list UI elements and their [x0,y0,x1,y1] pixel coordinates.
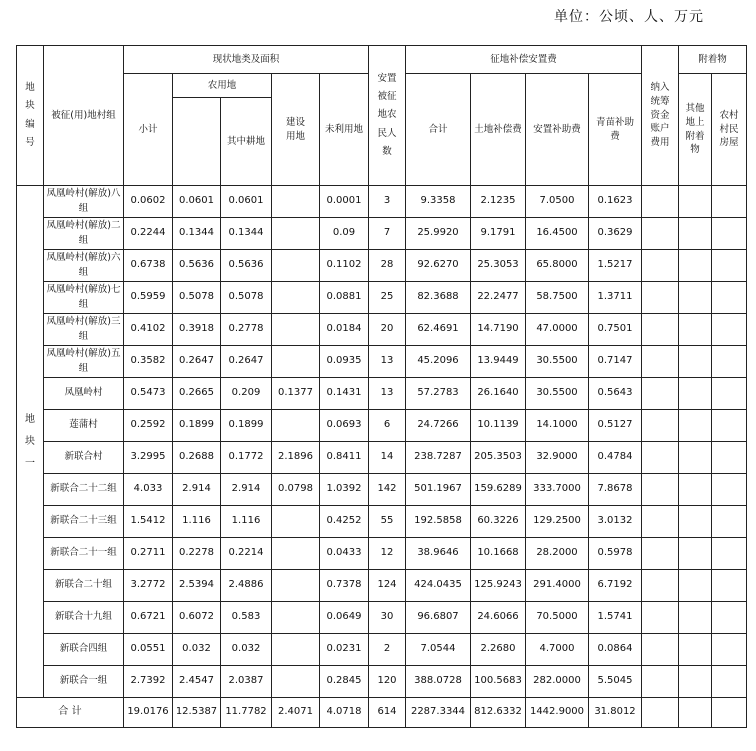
table-row [17,346,747,378]
cell-unused: 0.0231 [320,634,369,666]
cell-subtotal: 0.3582 [124,346,173,378]
cell-land: 2.2680 [471,634,526,666]
cell-construction [272,186,320,218]
header-subtotal: 小计 [124,74,173,186]
cell-people: 25 [369,282,406,314]
cell-land: 2.1235 [471,186,526,218]
table-row [17,218,747,250]
cell-farm: 2.914 [173,474,221,506]
cell-cultivated: 0.2647 [221,346,272,378]
cell-resettle: 70.5000 [526,602,589,634]
cell-construction [272,282,320,314]
cell-farm: 0.2688 [173,442,221,474]
cell-construction [272,602,320,634]
header-crop-comp-text: 青苗补助费 [595,116,634,142]
cell-construction [272,570,320,602]
cell-people: 30 [369,602,406,634]
cell-resettle: 291.4000 [526,570,589,602]
cell-empty [679,602,712,634]
cell-total: 424.0435 [406,570,471,602]
cell-land: 26.1640 [471,378,526,410]
cell-people: 142 [369,474,406,506]
cell-construction [272,314,320,346]
cell-cultivated: 0.583 [221,602,272,634]
cell-empty [642,602,679,634]
cell-village-group: 新联合四组 [44,634,124,666]
cell-empty [642,314,679,346]
cell-farm: 0.6072 [173,602,221,634]
table-row [17,666,747,698]
cell-farm: 0.032 [173,634,221,666]
cell-construction [272,538,320,570]
cell-empty [679,634,712,666]
cell-empty [679,218,712,250]
cell-land: 14.7190 [471,314,526,346]
cell-empty [642,634,679,666]
cell-farm: 0.0601 [173,186,221,218]
total-unused: 4.0718 [320,698,369,728]
table-row [17,186,747,218]
cell-empty [679,410,712,442]
cell-empty [712,634,747,666]
cell-empty [712,666,747,698]
cell-empty [642,282,679,314]
table-row [17,634,747,666]
cell-total: 82.3688 [406,282,471,314]
table-row [17,378,747,410]
cell-cultivated: 0.2214 [221,538,272,570]
cell-farm: 0.1344 [173,218,221,250]
cell-crop: 0.7147 [589,346,642,378]
cell-cultivated: 2.4886 [221,570,272,602]
cell-cultivated: 0.1344 [221,218,272,250]
header-unused: 未利用地 [320,74,369,186]
cell-resettle: 129.2500 [526,506,589,538]
cell-land: 100.5683 [471,666,526,698]
cell-subtotal: 1.5412 [124,506,173,538]
cell-empty [712,698,747,728]
cell-village-group: 莲蒲村 [44,410,124,442]
table-row [17,410,747,442]
cell-empty [642,410,679,442]
cell-empty [642,218,679,250]
total-farm: 12.5387 [173,698,221,728]
unit-label: 单位：公顷、人、万元 [554,9,704,25]
cell-farm: 0.3918 [173,314,221,346]
cell-total: 9.3358 [406,186,471,218]
cell-unused: 0.0693 [320,410,369,442]
total-subtotal: 19.0176 [124,698,173,728]
cell-crop: 1.5217 [589,250,642,282]
cell-resettle: 30.5500 [526,346,589,378]
cell-construction [272,410,320,442]
cell-crop: 0.4784 [589,442,642,474]
cell-unused: 0.09 [320,218,369,250]
cell-empty [712,410,747,442]
cell-land: 60.3226 [471,506,526,538]
cell-cultivated: 0.1899 [221,410,272,442]
cell-people: 55 [369,506,406,538]
cell-village-group: 凤凰岭村(解放)七组 [44,282,124,314]
cell-resettle: 32.9000 [526,442,589,474]
cell-empty [642,570,679,602]
cell-subtotal: 0.5959 [124,282,173,314]
cell-total: 501.1967 [406,474,471,506]
cell-crop: 0.7501 [589,314,642,346]
cell-farm: 0.2647 [173,346,221,378]
cell-empty [712,250,747,282]
header-rural-house-text: 农村村民房屋 [719,109,739,149]
cell-empty [642,666,679,698]
table-body [17,186,747,728]
total-land: 812.6332 [471,698,526,728]
cell-resettle: 28.2000 [526,538,589,570]
header-plot-no [17,46,44,186]
cell-people: 120 [369,666,406,698]
table-header [17,46,747,186]
cell-crop: 3.0132 [589,506,642,538]
cell-total: 238.7287 [406,442,471,474]
header-cultivated: 其中耕地 [221,98,272,186]
cell-unused: 0.0001 [320,186,369,218]
cell-people: 13 [369,378,406,410]
cell-people: 28 [369,250,406,282]
cell-resettle: 282.0000 [526,666,589,698]
cell-village-group: 新联合二十二组 [44,474,124,506]
cell-total: 24.7266 [406,410,471,442]
cell-empty [679,314,712,346]
cell-construction: 2.1896 [272,442,320,474]
cell-total: 25.9920 [406,218,471,250]
cell-village-group: 凤凰岭村(解放)八组 [44,186,124,218]
cell-unused: 0.8411 [320,442,369,474]
cell-construction: 0.0798 [272,474,320,506]
cell-resettle: 30.5500 [526,378,589,410]
cell-land: 24.6066 [471,602,526,634]
cell-subtotal: 0.2244 [124,218,173,250]
cell-farm: 0.2278 [173,538,221,570]
cell-construction [272,250,320,282]
cell-empty [679,538,712,570]
cell-total: 57.2783 [406,378,471,410]
cell-farm: 0.2665 [173,378,221,410]
cell-cultivated: 0.0601 [221,186,272,218]
cell-crop: 0.0864 [589,634,642,666]
cell-construction [272,346,320,378]
table-row [17,314,747,346]
cell-empty [679,666,712,698]
cell-empty [712,538,747,570]
cell-total: 192.5858 [406,506,471,538]
cell-land: 10.1668 [471,538,526,570]
cell-empty [712,186,747,218]
cell-village-group: 凤凰岭村(解放)五组 [44,346,124,378]
cell-crop: 0.1623 [589,186,642,218]
cell-empty [712,282,747,314]
cell-subtotal: 0.6721 [124,602,173,634]
cell-unused: 0.4252 [320,506,369,538]
table-row [17,282,747,314]
cell-subtotal: 3.2995 [124,442,173,474]
cell-empty [712,602,747,634]
plot-label-text: 地块一 [25,413,35,469]
header-compensation: 征地补偿安置费 [406,46,642,74]
cell-empty [642,186,679,218]
cell-unused: 0.0433 [320,538,369,570]
cell-village-group: 新联合二十三组 [44,506,124,538]
cell-subtotal: 3.2772 [124,570,173,602]
cell-village-group: 新联合一组 [44,666,124,698]
cell-unused: 0.0184 [320,314,369,346]
cell-resettle: 4.7000 [526,634,589,666]
cell-people: 12 [369,538,406,570]
cell-people: 13 [369,346,406,378]
cell-empty [679,474,712,506]
cell-empty [642,250,679,282]
cell-unused: 0.7378 [320,570,369,602]
cell-farm: 0.5636 [173,250,221,282]
cell-village-group: 新联合十九组 [44,602,124,634]
total-people: 614 [369,698,406,728]
plot-label [17,186,44,698]
cell-empty [712,314,747,346]
cell-cultivated: 0.5636 [221,250,272,282]
cell-total: 45.2096 [406,346,471,378]
cell-cultivated: 0.1772 [221,442,272,474]
cell-total: 388.0728 [406,666,471,698]
cell-land: 205.3503 [471,442,526,474]
cell-crop: 7.8678 [589,474,642,506]
cell-empty [679,698,712,728]
cell-construction [272,634,320,666]
cell-village-group: 凤凰岭村 [44,378,124,410]
cell-resettle: 58.7500 [526,282,589,314]
total-total: 2287.3344 [406,698,471,728]
cell-land: 10.1139 [471,410,526,442]
cell-cultivated: 2.914 [221,474,272,506]
cell-subtotal: 4.033 [124,474,173,506]
cell-empty [712,442,747,474]
cell-subtotal: 2.7392 [124,666,173,698]
cell-farm: 0.5078 [173,282,221,314]
cell-resettle: 16.4500 [526,218,589,250]
cell-empty [712,570,747,602]
cell-land: 13.9449 [471,346,526,378]
cell-cultivated: 1.116 [221,506,272,538]
cell-village-group: 新联合村 [44,442,124,474]
cell-resettle: 14.1000 [526,410,589,442]
cell-village-group: 凤凰岭村(解放)六组 [44,250,124,282]
cell-crop: 0.5643 [589,378,642,410]
header-resettled [369,46,406,186]
header-village-group: 被征(用)地村组 [44,46,124,186]
cell-total: 96.6807 [406,602,471,634]
table-row [17,602,747,634]
cell-land: 25.3053 [471,250,526,282]
cell-cultivated: 2.0387 [221,666,272,698]
header-other-attach-text: 其他地上附着物 [685,102,705,156]
cell-subtotal: 0.2711 [124,538,173,570]
cell-subtotal: 0.2592 [124,410,173,442]
cell-subtotal: 0.4102 [124,314,173,346]
header-farmland: 农用地 [173,74,272,98]
header-total: 合计 [406,74,471,186]
cell-resettle: 333.7000 [526,474,589,506]
cell-total: 92.6270 [406,250,471,282]
land-compensation-table [16,45,747,728]
cell-empty [712,378,747,410]
cell-empty [679,250,712,282]
cell-total: 38.9646 [406,538,471,570]
table-row [17,474,747,506]
cell-people: 3 [369,186,406,218]
cell-empty [642,474,679,506]
header-construction [272,74,320,186]
cell-empty [712,218,747,250]
cell-people: 124 [369,570,406,602]
cell-village-group: 凤凰岭村(解放)三组 [44,314,124,346]
cell-empty [642,442,679,474]
cell-farm: 1.116 [173,506,221,538]
cell-unused: 0.2845 [320,666,369,698]
cell-crop: 0.3629 [589,218,642,250]
cell-empty [712,474,747,506]
cell-empty [679,506,712,538]
cell-empty [712,506,747,538]
cell-resettle: 65.8000 [526,250,589,282]
cell-people: 2 [369,634,406,666]
table-row [17,538,747,570]
header-construction-text: 建设用地 [285,116,305,142]
cell-empty [679,346,712,378]
cell-empty [642,698,679,728]
table-row [17,506,747,538]
cell-cultivated: 0.032 [221,634,272,666]
cell-empty [642,538,679,570]
cell-total: 7.0544 [406,634,471,666]
cell-village-group: 新联合二十一组 [44,538,124,570]
cell-total: 62.4691 [406,314,471,346]
cell-crop: 1.5741 [589,602,642,634]
cell-unused: 0.0935 [320,346,369,378]
header-land-comp: 土地补偿费 [471,74,526,186]
total-crop: 31.8012 [589,698,642,728]
cell-empty [642,346,679,378]
cell-subtotal: 0.0551 [124,634,173,666]
header-resettled-text: 安置被征地农民人数 [377,73,397,157]
cell-village-group: 新联合二十组 [44,570,124,602]
header-resettle-subsidy: 安置补助费 [526,74,589,186]
cell-construction [272,506,320,538]
cell-empty [679,378,712,410]
cell-cultivated: 0.5078 [221,282,272,314]
cell-empty [642,378,679,410]
total-resettle: 1442.9000 [526,698,589,728]
cell-subtotal: 0.6738 [124,250,173,282]
cell-subtotal: 0.5473 [124,378,173,410]
cell-unused: 0.1102 [320,250,369,282]
cell-cultivated: 0.2778 [221,314,272,346]
cell-unused: 0.0649 [320,602,369,634]
total-cultivated: 11.7782 [221,698,272,728]
cell-land: 125.9243 [471,570,526,602]
cell-subtotal: 0.0602 [124,186,173,218]
header-rural-house [712,74,747,186]
header-current-land: 现状地类及面积 [124,46,369,74]
cell-crop: 5.5045 [589,666,642,698]
header-attachments: 附着物 [679,46,747,74]
header-other-attach [679,74,712,186]
header-plot-no-text: 地块编号 [25,82,35,148]
cell-empty [712,346,747,378]
header-crop-comp [589,74,642,186]
cell-crop: 1.3711 [589,282,642,314]
cell-empty [679,570,712,602]
cell-people: 7 [369,218,406,250]
cell-farm: 2.4547 [173,666,221,698]
cell-land: 9.1791 [471,218,526,250]
cell-land: 22.2477 [471,282,526,314]
total-construction: 2.4071 [272,698,320,728]
cell-unused: 0.0881 [320,282,369,314]
cell-crop: 0.5978 [589,538,642,570]
cell-village-group: 凤凰岭村(解放)二组 [44,218,124,250]
cell-crop: 6.7192 [589,570,642,602]
cell-empty [679,442,712,474]
totals-row [17,698,747,728]
cell-construction [272,666,320,698]
table-row [17,442,747,474]
header-pooling-text: 纳入统筹资金账户费用 [650,82,670,149]
cell-empty [679,186,712,218]
cell-crop: 0.5127 [589,410,642,442]
cell-construction: 0.1377 [272,378,320,410]
table-row [17,570,747,602]
cell-resettle: 47.0000 [526,314,589,346]
cell-people: 14 [369,442,406,474]
table-row [17,250,747,282]
header-farmland-sub [173,98,221,186]
cell-construction [272,218,320,250]
cell-people: 6 [369,410,406,442]
cell-farm: 2.5394 [173,570,221,602]
cell-land: 159.6289 [471,474,526,506]
cell-unused: 1.0392 [320,474,369,506]
header-pooling [642,46,679,186]
cell-cultivated: 0.209 [221,378,272,410]
cell-resettle: 7.0500 [526,186,589,218]
cell-people: 20 [369,314,406,346]
cell-farm: 0.1899 [173,410,221,442]
totals-label: 合 计 [17,698,124,728]
cell-unused: 0.1431 [320,378,369,410]
cell-empty [642,506,679,538]
cell-empty [679,282,712,314]
